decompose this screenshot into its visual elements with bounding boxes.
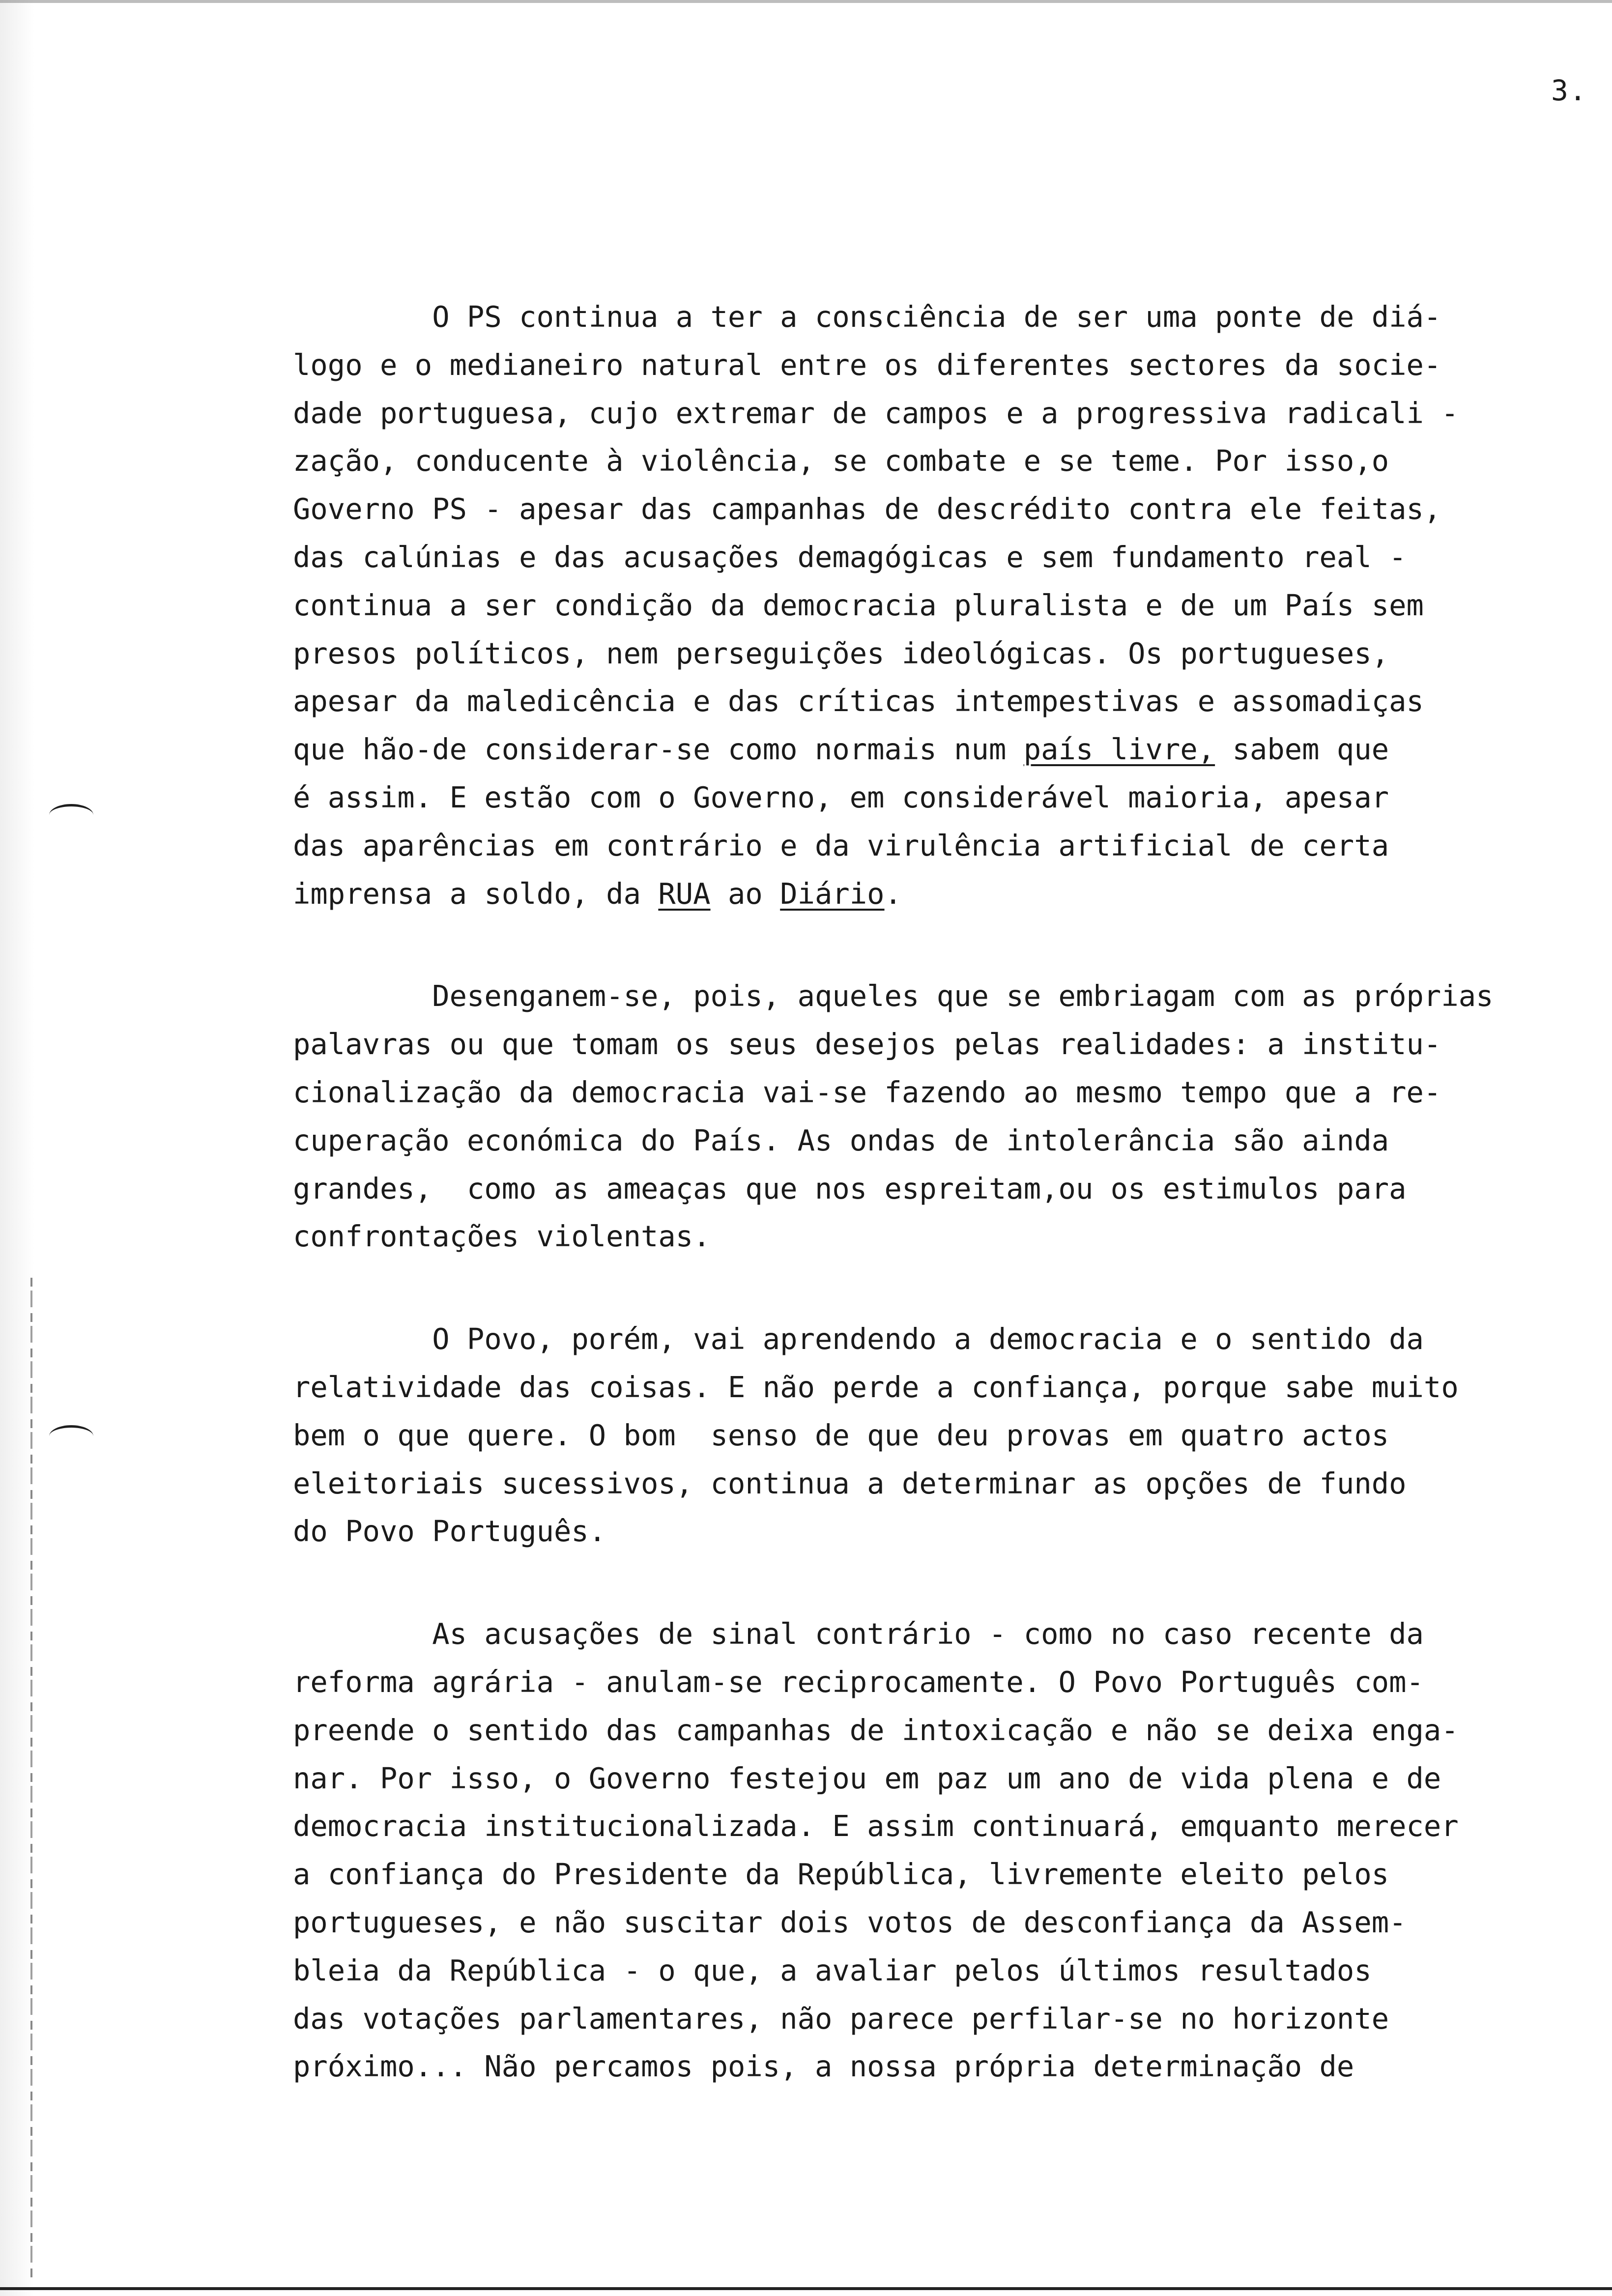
text-line	[293, 1460, 1610, 1508]
text-line	[293, 1706, 1610, 1754]
text-line	[293, 1165, 1610, 1213]
text-line	[293, 341, 1610, 389]
text-segment: dade portuguesa, cujo extremar de campos e a progressiva radicali -	[293, 396, 1459, 430]
paragraph	[293, 1610, 1610, 2091]
text-segment: palavras ou que tomam os seus desejos pelas realidades: a institu-	[293, 1027, 1441, 1062]
page-number: 3.	[1551, 74, 1587, 107]
text-segment: a confiança do Presidente da República, livremente eleito pelos	[293, 1857, 1389, 1892]
text-line	[293, 533, 1610, 581]
text-line	[293, 581, 1610, 630]
text-segment: nar. Por isso, o Governo festejou em paz um ano de vida plena e de	[293, 1761, 1441, 1795]
paragraph-gap	[293, 1261, 1610, 1315]
text-segment: cuperação económica do País. As ondas de intolerância são ainda	[293, 1123, 1389, 1157]
underlined-text: Diário	[780, 876, 885, 911]
text-segment: As acusações de sinal contrário - como no caso recente da	[293, 1617, 1424, 1651]
text-line	[293, 972, 1610, 1020]
text-segment: cionalização da democracia vai-se fazendo ao mesmo tempo que a re-	[293, 1075, 1441, 1109]
text-segment: do Povo Português.	[293, 1514, 606, 1549]
scan-top-edge	[0, 0, 1612, 3]
text-segment: ao	[710, 876, 780, 911]
text-segment: logo e o medianeiro natural entre os diferentes sectores da socie-	[293, 347, 1441, 382]
text-line	[293, 1898, 1610, 1947]
text-segment: continua a ser condição da democracia pluralista e de um País sem	[293, 588, 1424, 622]
text-line	[293, 1995, 1610, 2043]
text-line	[293, 774, 1610, 822]
punch-hole-mark-upper	[49, 804, 93, 826]
text-line	[293, 725, 1610, 774]
underlined-text: RUA	[658, 876, 711, 911]
text-line	[293, 1947, 1610, 1995]
text-line	[293, 822, 1610, 870]
text-segment: zação, conducente à violência, se combate e se teme. Por isso,o	[293, 444, 1389, 478]
text-segment: das calúnias e das acusações demagógicas e sem fundamento real -	[293, 540, 1407, 574]
paragraph	[293, 972, 1610, 1261]
document-body	[293, 293, 1610, 2091]
text-segment: bleia da República - o que, a avaliar pelos últimos resultados	[293, 1953, 1372, 1987]
text-line	[293, 1610, 1610, 1658]
text-line	[293, 1363, 1610, 1411]
scan-bottom-edge	[0, 2287, 1612, 2290]
text-line	[293, 1507, 1610, 1555]
text-segment: imprensa a soldo, da	[293, 876, 659, 911]
text-line	[293, 1020, 1610, 1068]
text-line	[293, 1411, 1610, 1460]
scan-left-shadow	[0, 0, 34, 2296]
text-line	[293, 1754, 1610, 1803]
text-segment: presos políticos, nem perseguições ideológicas. Os portugueses,	[293, 636, 1389, 670]
text-segment: próximo... Não percamos pois, a nossa própria determinação de	[293, 2049, 1354, 2084]
underlined-text: país livre,	[1023, 732, 1215, 767]
paragraph-gap	[293, 918, 1610, 972]
text-line	[293, 2042, 1610, 2091]
paragraph-gap	[293, 1555, 1610, 1610]
text-segment: relatividade das coisas. E não perde a confiança, porque sabe muito	[293, 1370, 1459, 1404]
text-segment: sabem que	[1215, 732, 1389, 767]
text-segment: O Povo, porém, vai aprendendo a democracia e o sentido da	[293, 1322, 1424, 1356]
text-segment: .	[884, 876, 902, 911]
text-segment: reforma agrária - anulam-se reciprocamente. O Povo Português com-	[293, 1665, 1424, 1699]
text-segment: eleitoriais sucessivos, continua a determinar as opções de fundo	[293, 1466, 1407, 1500]
text-segment: Desenganem-se, pois, aqueles que se embriagam com as próprias	[293, 979, 1494, 1013]
text-line	[293, 1658, 1610, 1706]
text-line	[293, 437, 1610, 485]
text-line	[293, 389, 1610, 437]
text-segment: democracia institucionalizada. E assim continuará, emquanto merecer	[293, 1809, 1459, 1843]
paragraph	[293, 293, 1610, 918]
text-line	[293, 1802, 1610, 1850]
text-line	[293, 1315, 1610, 1363]
text-segment: bem o que quere. O bom senso de que deu provas em quatro actos	[293, 1418, 1389, 1452]
text-segment: portugueses, e não suscitar dois votos de desconfiança da Assem-	[293, 1905, 1407, 1939]
text-segment: preende o sentido das campanhas de intoxicação e não se deixa enga-	[293, 1713, 1459, 1747]
text-line	[293, 870, 1610, 918]
text-segment: das votações parlamentares, não parece perfilar-se no horizonte	[293, 2001, 1389, 2036]
text-segment: das aparências em contrário e da virulência artificial de certa	[293, 828, 1389, 862]
text-line	[293, 1850, 1610, 1898]
text-segment: apesar da maledicência e das críticas intempestivas e assomadiças	[293, 684, 1424, 718]
text-segment: que hão-de considerar-se como normais num	[293, 732, 1024, 767]
text-line	[293, 677, 1610, 725]
text-line	[293, 293, 1610, 341]
text-segment: grandes, como as ameaças que nos espreitam,ou os estimulos para	[293, 1171, 1407, 1205]
text-segment: é assim. E estão com o Governo, em considerável maioria, apesar	[293, 780, 1389, 814]
text-line	[293, 1068, 1610, 1117]
text-line	[293, 630, 1610, 678]
scan-binding-edge	[30, 1278, 32, 2280]
text-line	[293, 1117, 1610, 1165]
text-segment: confrontações violentas.	[293, 1219, 711, 1254]
text-line	[293, 1212, 1610, 1261]
paragraph	[293, 1315, 1610, 1555]
text-line	[293, 485, 1610, 533]
text-segment: O PS continua a ter a consciência de ser uma ponte de diá-	[293, 300, 1441, 334]
text-segment: Governo PS - apesar das campanhas de descrédito contra ele feitas,	[293, 492, 1441, 526]
punch-hole-mark-lower	[49, 1425, 93, 1447]
